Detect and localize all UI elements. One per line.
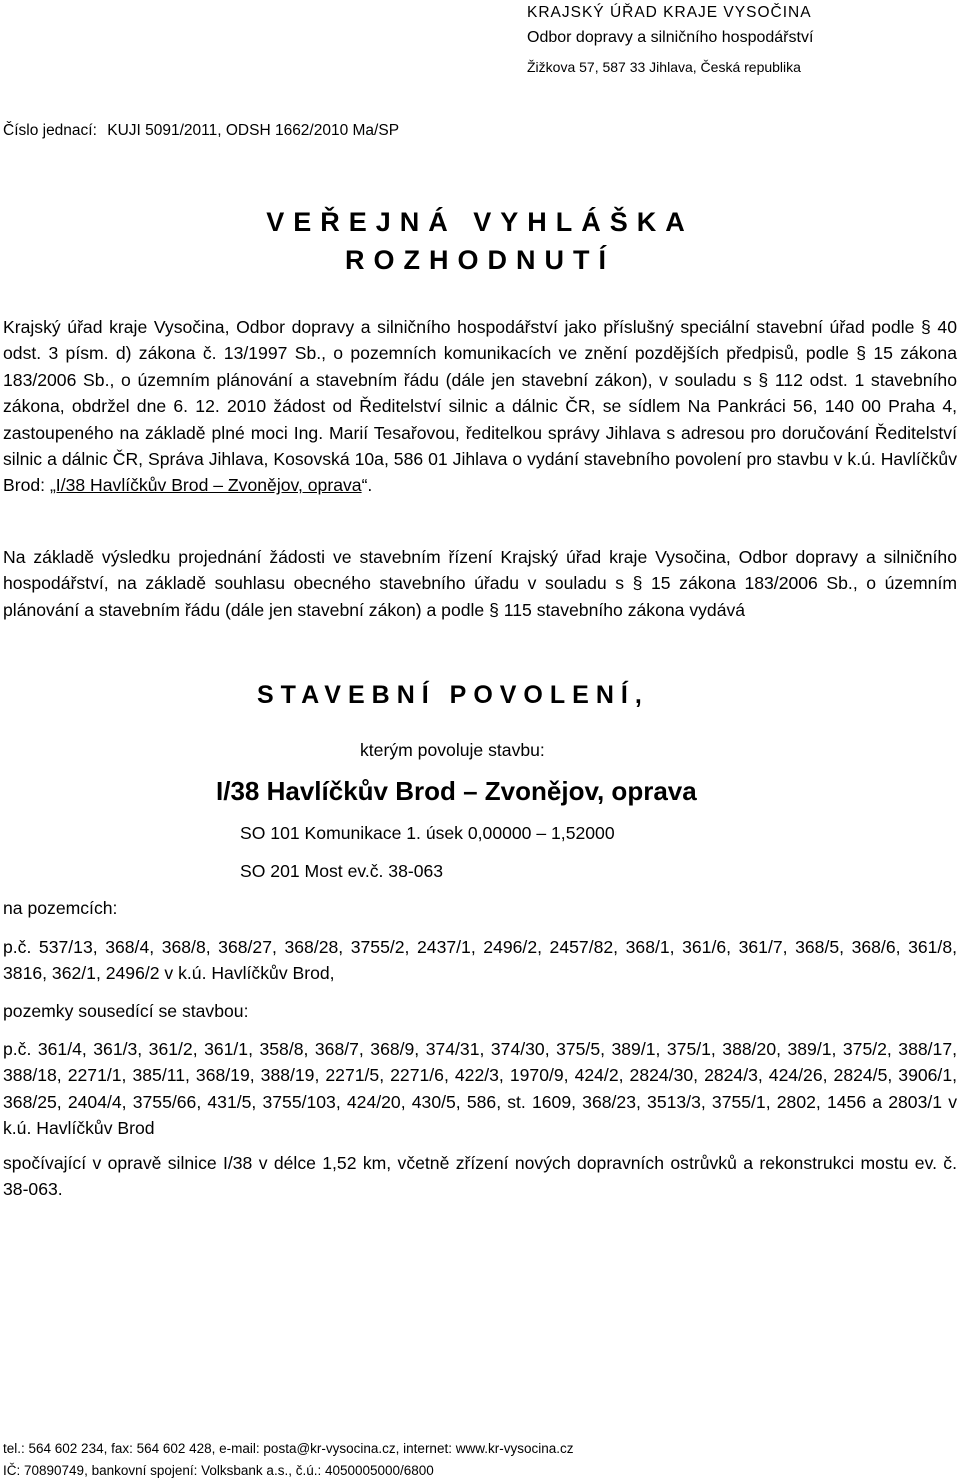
authority-address: Žižkova 57, 587 33 Jihlava, Česká republika: [527, 59, 801, 75]
construction-object-101: SO 101 Komunikace 1. úsek 0,00000 – 1,52000: [240, 823, 615, 843]
result-paragraph: [3, 544, 957, 623]
result-text-3: 115 stavebního zákona vydává: [503, 599, 746, 620]
reference-value: KUJI 5091/2011, ODSH 1662/2010 Ma/SP: [107, 122, 400, 139]
intro-text-5: “.: [361, 475, 373, 496]
neighbor-parcels-list: p.č. 361/4, 361/3, 361/2, 361/1, 358/8, 368/7, 368/9, 374/31, 374/30, 375/5, 389/1, 375/1, 388/20, 389/1, 375/2, 388/17, 388/18, 2271/1, 385/11, 368/19, 388/19, 2271/5, 2271/6, 422/3, 1970/9, 424/2, 2824/30, 2824/3, 424/26, 2824/5, 3906/1, 368/25, 2404/4, 3755/66, 431/5, 3755/103, 424/20, 430/5, 586, st. 1609, 368/23, 3513/3, 3755/1, 2802, 1456 a 2803/1 v k.ú. Havlíčkův Brod: [3, 1039, 957, 1139]
footer-ids: IČ: 70890749, bankovní spojení: Volksbank a.s., č.ú.: 4050005000/6800: [3, 1463, 434, 1478]
department-name: Odbor dopravy a silničního hospodářství: [527, 29, 814, 46]
intro-text-1: Krajský úřad kraje Vysočina, Odbor dopravy a silničního hospodářství jako příslušný speciální stavební úřad podle: [3, 317, 922, 337]
parcels-list: p.č. 537/13, 368/4, 368/8, 368/27, 368/28, 3755/2, 2437/1, 2496/2, 2457/82, 368/1, 361/6, 361/7, 368/5, 368/6, 361/8, 3816, 362/1, 2496/2 v k.ú. Havlíčkův Brod,: [3, 937, 957, 984]
building-permit-title: STAVEBNÍ POVOLENÍ,: [257, 681, 649, 709]
section-symbol: §: [856, 343, 867, 364]
neighbor-parcels-label: pozemky sousedící se stavbou:: [3, 1001, 249, 1021]
project-name: I/38 Havlíčkův Brod – Zvonějov, oprava: [216, 776, 697, 806]
authority-name: KRAJSKÝ ÚŘAD KRAJE VYSOČINA: [527, 4, 812, 21]
project-name-underlined: „I/38 Havlíčkův Brod – Zvonějov, oprava: [49, 475, 362, 496]
section-symbol: §: [489, 599, 499, 620]
result-text-1: Na základě výsledku projednání žádosti ve stavebním řízení Krajský úřad kraje Vysočina, Odbor dopravy a silničního hospodářství, na základě souhlasu obecného stavebního úřadu v souladu s: [3, 547, 957, 594]
intro-paragraph: [3, 314, 957, 499]
reference-number: [3, 122, 399, 140]
construction-object-201: SO 201 Most ev.č. 38-063: [240, 861, 444, 881]
public-notice-title: VEŘEJNÁ VYHLÁŠKA: [266, 207, 694, 237]
section-symbol: §: [921, 317, 931, 337]
reference-label: Číslo jednací:: [3, 122, 97, 139]
approves-label: kterým povoluje stavbu:: [360, 740, 545, 760]
parcels-label: na pozemcích:: [3, 898, 118, 918]
result-text-2: 15 zákona 183/2006 Sb., o územním plánování a stavebním řádu (dále jen stavební zákon) a podle: [3, 573, 957, 620]
construction-description: spočívající v opravě silnice I/38 v délce 1,52 km, včetně zřízení nových dopravních ostrůvků a rekonstrukci mostu ev. č. 38-063.: [3, 1153, 957, 1200]
intro-text-2: 40 odst. 3 písm. d) zákona č. 13/1997 Sb., o pozemních komunikacích ve znění pozdějších předpisů, podle: [3, 317, 957, 364]
section-symbol: §: [758, 369, 769, 390]
intro-text-4: 112 odst. 1 stavebního zákona, obdržel dne 6. 12. 2010 žádost od Ředitelství silnic a dálnic ČR, se sídlem Na Pankráci 56, 140 00 Praha 4, zastoupeného na základě plné moci Ing. Marií Tesařovou, ředitelkou správy Jihlava s adresou pro doručování Ředitelství silnic a dálnic ČR, Správa Jihlava, Kosovská 10a, 586 01 Jihlava o vydání stavebního povolení pro stavbu v k.ú. Havlíčkův Brod:: [3, 369, 957, 496]
decision-title: ROZHODNUTÍ: [345, 245, 615, 275]
footer-contacts: tel.: 564 602 234, fax: 564 602 428, e-mail: posta@kr-vysocina.cz, internet: www.kr-vysocina.cz: [3, 1441, 574, 1456]
intro-text-3: 15 zákona 183/2006 Sb., o územním plánování a stavebním řádu (dále jen stavební zákon), v souladu s: [3, 343, 957, 390]
section-symbol: §: [632, 573, 643, 594]
